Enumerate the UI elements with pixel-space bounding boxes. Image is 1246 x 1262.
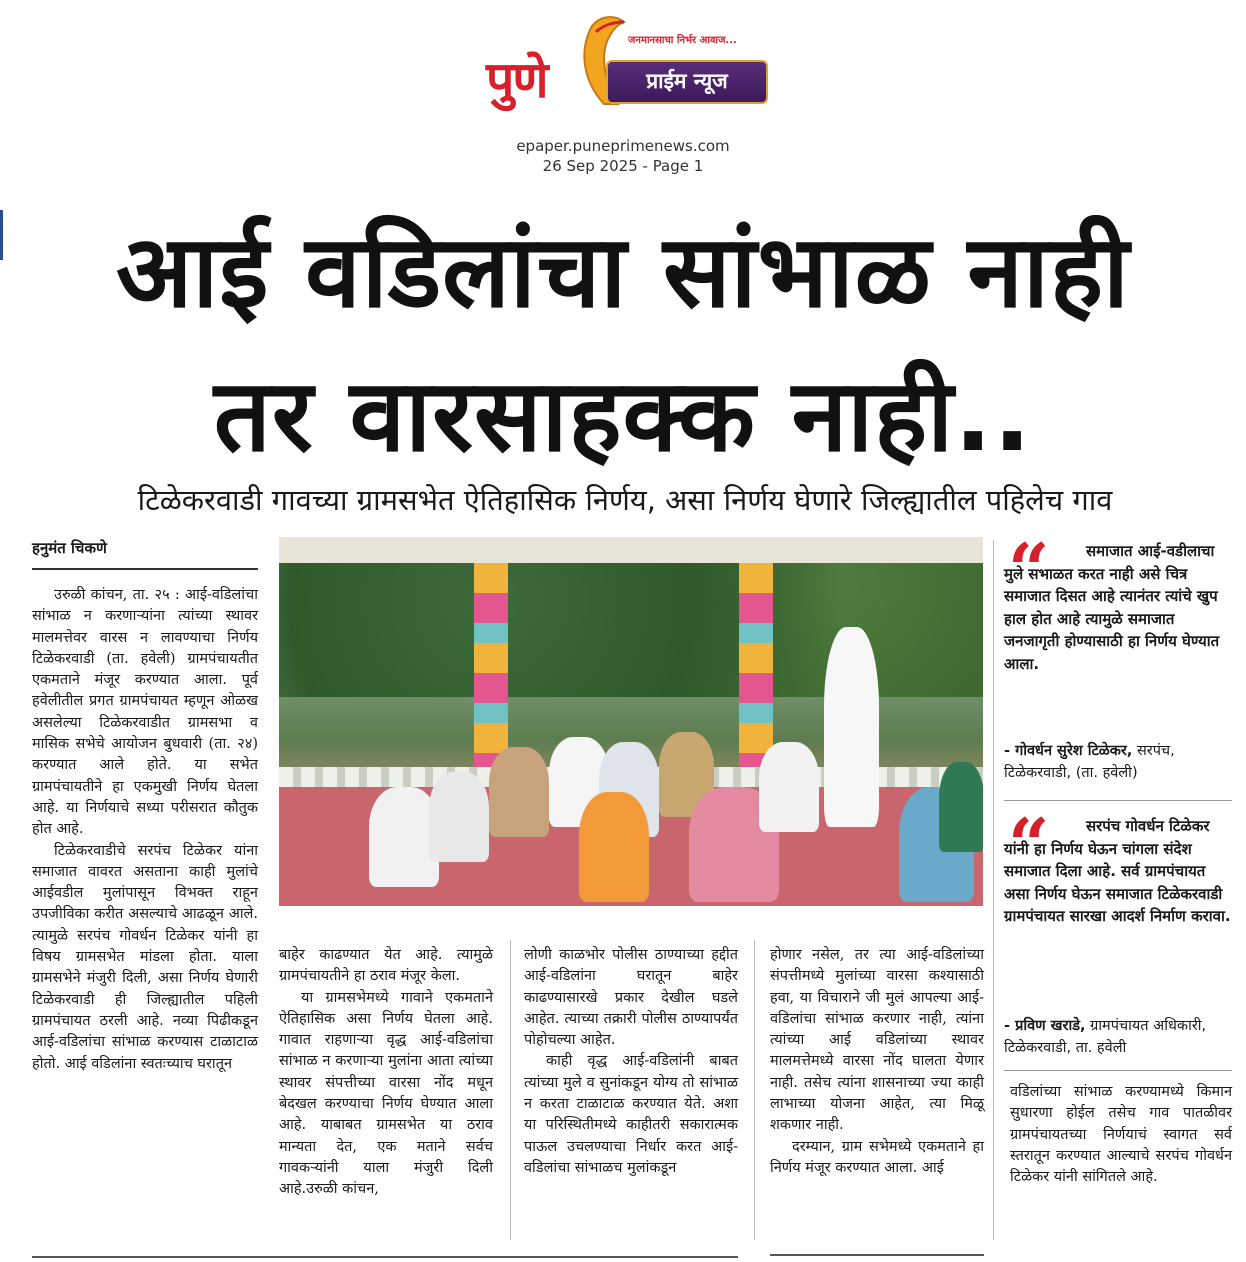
article-column-1 [32,585,258,1075]
pull-quote-2: सरपंच गोवर्धन टिळेकर यांनी हा निर्णय घेऊन चांगला संदेश समाजात दिला आहे. सर्व ग्रामपंचायत असा निर्णय घेऊन समाजात टिळेकरवाडी ग्रामपंचायत सारखा आदर्श निर्माण करावा. [1004,817,1231,925]
paragraph: दरम्यान, ग्राम सभेमध्ये एकमताने हा निर्णय मंजूर करण्यात आला. आई [770,1138,984,1176]
quote-mark-icon: “ [1008,802,1050,887]
bottom-divider [770,1254,984,1256]
headline-line-2: तर वारसाहक्क नाही.. [213,357,1033,474]
subheadline: टिळेकरवाडी गावच्या ग्रामसभेत ऐतिहासिक निर्णय, असा निर्णय घेणारे जिल्ह्यातील पहिलेच गाव [137,483,1113,517]
column-divider [754,940,755,1240]
quote-divider [1004,800,1232,801]
logo-tagline: जनमानसाचा निर्भर आवाज... [628,35,737,46]
logo-word: पुणे [486,51,547,109]
pull-quote-2-attribution [1004,1015,1232,1059]
masthead-logo [478,6,778,118]
byline: हनुमंत चिकणे [32,539,107,557]
paragraph: उरुळी कांचन, ता. २५ : आई-वडिलांचा सांभाळ न करणाऱ्यांना त्यांच्या स्थावर मालमत्तेवर वारस न लावण्याचा निर्णय टिळेकरवाडी (ता. हवेली) ग्रामपंचायतीत एकमताने मंजूर करण्यात आला. पूर्व हवेलीतील प्रगत ग्रामपंचायत म्हणून ओळख असलेल्या टिळेकरवाडीत ग्रामसभा व मासिक सभेचे आयोजन बुधवारी (ता. २४) करण्यात आले होते. या सभेत ग्रामपंचायतीने हा एकमुखी निर्णय घेतला आहे. या निर्णयाचे सध्या परीसरात कौतुक होत आहे. [32,587,258,838]
paragraph: टिळेकरवाडीचे सरपंच टिळेकर यांना समाजात वावरत असताना काही मुलांचे आईवडील मुलांपासून विभक्त राहून उपजीविका करीत असल्याचे आढळून आले. त्यामुळे सरपंच गोवर्धन टिळेकर यांनी हा विषय ग्रामसभेत मांडला होता. याला ग्रामसभेने मंजुरी दिली, असा निर्णय घेणारी टिळेकरवाडी ही जिल्ह्यातील पहिली ग्रामपंचायत ठरली आहे. नव्या पिढीकडून आई-वडिलांचा सांभाळ करण्यास टाळाटाळ होतो. आई वडिलांना स्वतःच्याच घरातून [32,842,258,1072]
column-divider [510,940,511,1240]
paragraph: लोणी काळभोर पोलीस ठाण्याच्या हद्दीत आई-वडिलांना घरातून बाहेर काढण्यासारखे प्रकार देखील घडले आहेत. त्याच्या तक्रारी पोलीस ठाण्यापर्यंत पोहोचल्या आहेत. [524,947,738,1049]
quote-author-role: सरपंच, टिळेकरवाडी, (ता. हवेली) [1004,743,1175,781]
quote-author: - गोवर्धन सुरेश टिळेकर, [1004,743,1133,759]
article-column-5 [1010,1082,1232,1188]
quote-author-role: ग्रामपंचायत अधिकारी, टिळेकरवाडी, ता. हवेली [1004,1018,1207,1056]
paragraph: बाहेर काढण्यात येत आहे. त्यामुळे ग्रामपंचायतीने हा ठराव मंजूर केला. [279,947,493,985]
paragraph: काही वृद्ध आई-वडिलांनी बाबत त्यांच्या मुले व सुनांकडून योग्य तो सांभाळ न करता टाळाटाळ करण्यात येते. अशा या परिस्थितीमध्ये काहीतरी सकारात्मक पाऊल उचलण्याचा निर्धार करत आई-वडिलांचा सांभाळच मुलांकडून [524,1053,738,1176]
meeting-photo [279,537,983,906]
logo-banner: प्राईम न्यूज [606,60,768,104]
headline-line-1: आई वडिलांचा सांभाळ नाही [116,213,1130,330]
article-column-2 [279,945,493,1201]
pull-quote-1-attribution [1004,740,1232,784]
paragraph: या ग्रामसभेमध्ये गावाने एकमताने ऐतिहासिक असा निर्णय घेतला आहे. गावात राहणाऱ्या वृद्ध आई-वडिलांचा सांभाळ न करणाऱ्या मुलांना आता त्यांच्या स्थावर संपत्तीच्या वारसा नोंद मधून बेदखल करण्याचा निर्णय घेण्यात आला आहे. याबाबत ग्रामसभेत या ठराव मान्यता देत, एक मताने सर्वच गावकऱ्यांनी याला मंजुरी दिली आहे.उरुळी कांचन, [279,989,493,1198]
article-column-4 [770,945,984,1179]
quote-author: - प्रविण खराडे, [1004,1018,1086,1034]
source-date: 26 Sep 2025 - Page 1 [542,157,704,175]
paragraph: होणार नसेल, तर त्या आई-वडिलांच्या संपत्तीमध्ये मुलांच्या वारसा कश्यासाठी हवा, या विचाराने जी मुलं आपल्या आई-वडिलांचा सांभाळ करणार नाही, त्यांना त्यांच्या आई वडिलांच्या स्थावर मालमत्तेमध्ये वारसा नोंद घालता येणार नाही. तसेच त्यांना शासनाच्या ज्या काही लाभाच्या योजना आहेत, त्या मिळू शकणार नाही. [770,947,984,1134]
paragraph: वडिलांच्या सांभाळ करण्यामध्ये किमान सुधारणा होईल तसेच गाव पातळीवर ग्रामपंचायतच्या निर्णयाचं स्वागत सर्व स्तरातून करण्यात आल्याचे सरपंच गोवर्धन टिळेकर यांनी सांगितले आहे. [1010,1084,1232,1186]
left-edge-marker [0,210,3,260]
quote-mark-icon: “ [1008,527,1050,612]
article-column-3 [524,945,738,1179]
column-divider [993,540,994,1240]
quote-divider [1004,1070,1232,1071]
bottom-divider [32,1256,738,1258]
pull-quote-1: समाजात आई-वडीलाचा मुले सभाळत करत नाही असे चित्र समाजात दिसत आहे त्यानंतर त्यांचे खुप हाल होत आहे त्यामुळे समाजात जनजागृती होण्यासाठी हा निर्णय घेण्यात आला. [1004,542,1220,673]
byline-divider [32,568,258,570]
source-url: epaper.puneprimenews.com [516,137,730,155]
